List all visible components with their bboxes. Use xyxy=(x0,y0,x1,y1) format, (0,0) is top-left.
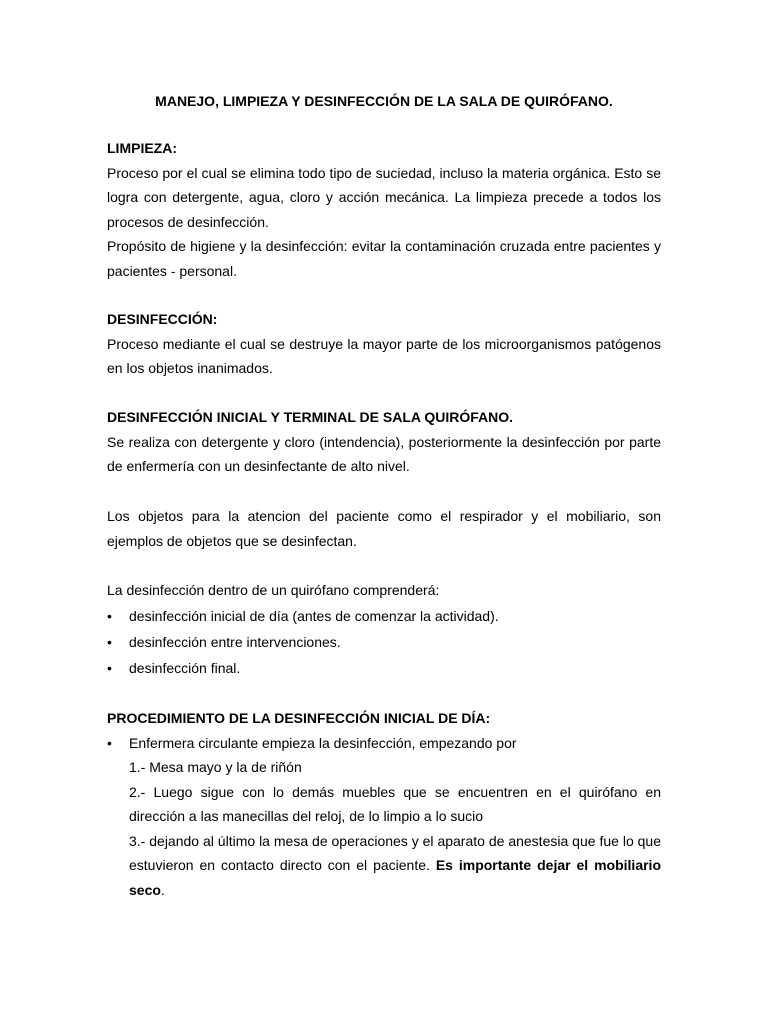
list-item-text: desinfección final. xyxy=(129,659,241,676)
procedure-step-3-emphasis: Es importante dejar el mobiliario seco xyxy=(129,857,661,898)
paragraph-objetos: Los objetos para la atencion del paciente como el respirador y el mobiliario, son ejemplos de objetos que se desinfectan. xyxy=(107,508,661,549)
procedure-step-3 xyxy=(107,829,661,903)
section-heading-procedimiento: PROCEDIMIENTO DE LA DESINFECCIÓN INICIAL DE DÍA: xyxy=(107,710,491,726)
bullet-list-procedimiento xyxy=(107,731,661,756)
procedure-step-2: 2.- Luego sigue con lo demás muebles que se encuentren en el quirófano en dirección a las manecillas del reloj, de lo limpio a lo sucio xyxy=(129,783,661,824)
paragraph-inicial-terminal: Se realiza con detergente y cloro (intendencia), posteriormente la desinfección por parte de enfermería con un desinfectante de alto nivel. xyxy=(107,433,661,474)
section-comprendera xyxy=(107,578,661,681)
section-heading-limpieza: LIMPIEZA: xyxy=(107,140,177,156)
section-desinfeccion-inicial-terminal xyxy=(107,405,661,479)
bullet-icon: • xyxy=(107,607,112,624)
bullet-list-comprendera xyxy=(107,603,661,681)
list-item xyxy=(107,655,661,681)
list-item-text: Enfermera circulante empieza la desinfección, empezando por xyxy=(129,734,517,751)
list-item xyxy=(107,603,661,629)
paragraph-comprendera-intro: La desinfección dentro de un quirófano comprenderá: xyxy=(107,582,440,598)
bullet-icon: • xyxy=(107,633,112,650)
bullet-icon: • xyxy=(107,659,112,676)
procedure-step-1: 1.- Mesa mayo y la de riñón xyxy=(129,759,302,775)
section-heading-desinfeccion: DESINFECCIÓN: xyxy=(107,311,218,327)
paragraph-limpieza-purpose: Propósito de higiene y la desinfección: evitar la contaminación cruzada entre pacientes y pacientes - personal. xyxy=(107,238,661,279)
list-item xyxy=(107,731,661,756)
section-desinfeccion xyxy=(107,307,661,381)
section-heading-inicial-terminal: DESINFECCIÓN INICIAL Y TERMINAL DE SALA QUIRÓFANO. xyxy=(107,409,514,425)
section-procedimiento xyxy=(107,706,661,902)
paragraph-desinfeccion-definition: Proceso mediante el cual se destruye la mayor parte de los microorganismos patógenos en los objetos inanimados. xyxy=(107,335,661,376)
bullet-icon: • xyxy=(107,734,112,751)
list-item xyxy=(107,629,661,655)
procedure-step-3-text: 3.- dejando al último la mesa de operaciones y el aparato de anestesia que fue lo que estuvieron en contacto directo con el paciente. xyxy=(129,832,661,873)
section-objetos xyxy=(107,504,661,553)
document-title: MANEJO, LIMPIEZA Y DESINFECCIÓN DE LA SALA DE QUIRÓFANO. xyxy=(155,93,613,109)
section-limpieza xyxy=(107,136,661,283)
paragraph-limpieza-definition: Proceso por el cual se elimina todo tipo de suciedad, incluso la materia orgánica. Esto se logra con detergente, agua, cloro y acción mecánica. La limpieza precede a todos los procesos de desinfección. xyxy=(107,164,661,230)
procedure-step-3-end: . xyxy=(160,881,165,898)
list-item-text: desinfección inicial de día (antes de comenzar la actividad). xyxy=(129,607,499,624)
list-item-text: desinfección entre intervenciones. xyxy=(129,633,341,650)
